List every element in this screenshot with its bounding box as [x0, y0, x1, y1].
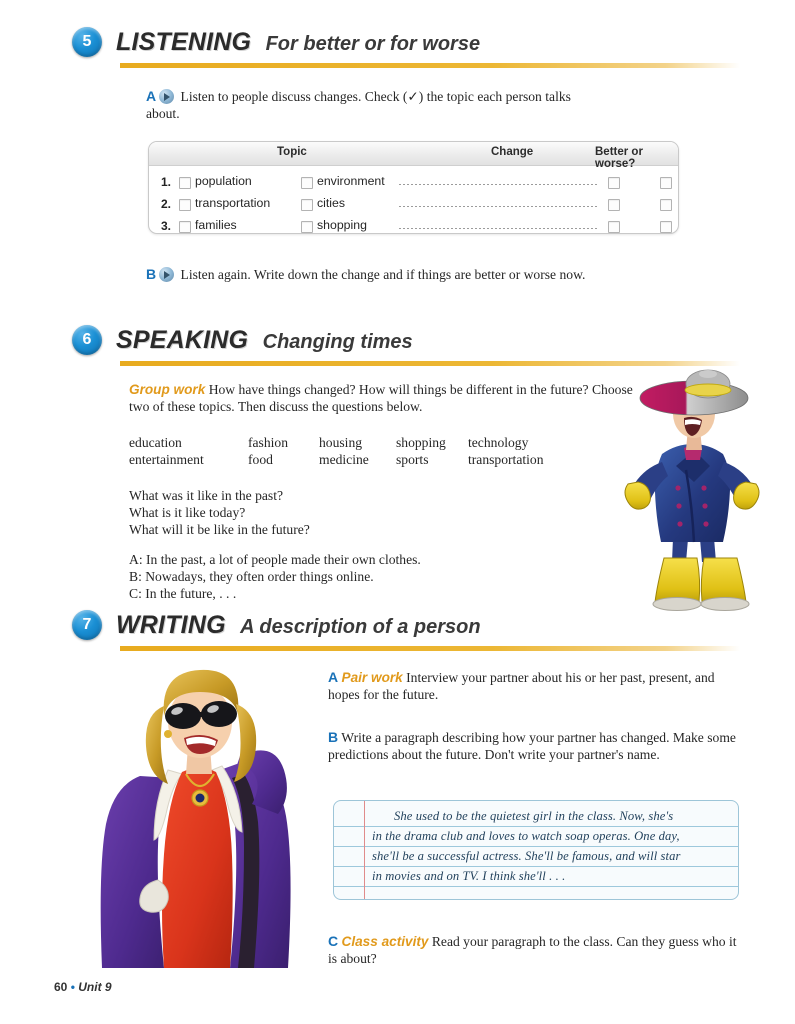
speaking-dialogue: [129, 551, 421, 602]
checkbox-topic-a[interactable]: [179, 177, 191, 189]
dialogue-line: B: Nowadays, they often order things online.: [129, 569, 374, 584]
part-c-instructions: Read your paragraph to the class. Can they guess who it is about?: [328, 934, 737, 966]
section-header-writing: [72, 610, 481, 640]
checkbox-topic-a[interactable]: [179, 199, 191, 211]
part-b-instructions: Write a paragraph describing how your partner has changed. Make some predictions about the future. Don't write your partner's name.: [328, 730, 736, 762]
change-write-in-line[interactable]: [399, 228, 597, 229]
part-b-instructions: Listen again. Write down the change and if things are better or worse now.: [180, 267, 586, 282]
section-rule-writing: [120, 646, 740, 651]
sample-paragraph-line: She used to be the quietest girl in the class. Now, she's: [394, 809, 674, 823]
topic-word: entertainment: [129, 452, 204, 467]
topic-word: fashion: [248, 435, 289, 450]
section-number-badge-5: 5: [72, 27, 102, 57]
listening-part-b: [146, 266, 616, 283]
part-letter-a: A: [146, 88, 157, 104]
topic-option-b-label: cities: [317, 196, 346, 210]
checkbox-better[interactable]: [608, 177, 620, 189]
section-title: For better or for worse: [265, 32, 481, 55]
section-header-listening: [72, 27, 480, 57]
writing-part-a: [328, 669, 738, 703]
part-letter-b: B: [146, 266, 157, 282]
sample-paragraph-line: in movies and on TV. I think she'll . . .: [372, 869, 566, 883]
checkbox-better[interactable]: [608, 221, 620, 233]
part-letter-b: B: [328, 729, 339, 745]
unit-label: Unit 9: [78, 980, 112, 994]
audio-play-icon[interactable]: [159, 267, 174, 282]
page-footer: [54, 980, 112, 994]
row-number: 2.: [161, 197, 172, 211]
topic-word: education: [129, 435, 182, 450]
topic-word: sports: [396, 452, 429, 467]
checkbox-topic-b[interactable]: [301, 221, 313, 233]
speaking-topic-word-grid: [129, 434, 559, 470]
column-header-topic: Topic: [277, 146, 307, 158]
table-row: [149, 173, 678, 193]
dialogue-line: A: In the past, a lot of people made their own clothes.: [129, 552, 421, 567]
group-work-cue: Group work: [129, 382, 206, 397]
rule-line: [334, 826, 738, 827]
topic-word: transportation: [468, 452, 544, 467]
checkbox-worse[interactable]: [660, 199, 672, 211]
topic-word: food: [248, 452, 273, 467]
part-letter-a: A: [328, 669, 339, 685]
topic-word: technology: [468, 435, 529, 450]
checkbox-topic-a[interactable]: [179, 221, 191, 233]
woman-in-sunglasses-illustration: [72, 660, 322, 980]
question-item: What will it be like in the future?: [129, 522, 310, 537]
part-letter-c: C: [328, 933, 339, 949]
writing-part-c: [328, 933, 748, 967]
rule-line: [334, 886, 738, 887]
section-skill-label: WRITING: [116, 610, 226, 639]
row-number: 1.: [161, 175, 172, 189]
column-header-change: Change: [491, 146, 534, 158]
audio-play-icon[interactable]: [159, 89, 174, 104]
topic-option-b-label: shopping: [317, 218, 367, 232]
footer-separator: •: [70, 980, 75, 994]
section-number-badge-7: 7: [72, 610, 102, 640]
topic-option-a-label: population: [195, 174, 252, 188]
checkbox-worse[interactable]: [660, 177, 672, 189]
part-a-instructions: Interview your partner about his or her past, present, and hopes for the future.: [328, 670, 715, 702]
section-skill-label: LISTENING: [116, 27, 252, 56]
question-item: What is it like today?: [129, 505, 246, 520]
topic-word: medicine: [319, 452, 369, 467]
section-title: A description of a person: [240, 615, 481, 638]
section-number-badge-6: 6: [72, 325, 102, 355]
row-number: 3.: [161, 219, 172, 233]
section-header-text: [116, 326, 413, 355]
man-in-wide-brim-hat-illustration: [612, 366, 772, 641]
topic-option-a-label: families: [195, 218, 237, 232]
rule-line: [334, 866, 738, 867]
section-title: Changing times: [262, 330, 413, 353]
checkbox-better[interactable]: [608, 199, 620, 211]
table-body: [149, 166, 678, 233]
topic-option-a-label: transportation: [195, 196, 271, 210]
checkbox-topic-b[interactable]: [301, 199, 313, 211]
section-skill-label: SPEAKING: [116, 325, 249, 354]
class-activity-cue: Class activity: [341, 934, 429, 949]
speaking-questions: [129, 487, 310, 538]
margin-line: [364, 801, 365, 899]
section-header-speaking: [72, 325, 413, 355]
page-number: 60: [54, 980, 68, 994]
pair-work-cue: Pair work: [341, 670, 403, 685]
topic-word: shopping: [396, 435, 446, 450]
speaking-intro: [129, 381, 634, 415]
section-rule-listening: [120, 63, 740, 68]
topic-option-b-label: environment: [317, 174, 385, 188]
change-write-in-line[interactable]: [399, 206, 597, 207]
writing-part-b: [328, 729, 753, 763]
sample-paragraph-box: [333, 800, 739, 900]
sample-paragraph-line: in the drama club and loves to watch soap operas. One day,: [372, 829, 680, 843]
dialogue-line: C: In the future, . . .: [129, 586, 237, 601]
listening-answer-table: [148, 141, 679, 234]
section-header-text: [116, 611, 481, 640]
speaking-intro-text: How have things changed? How will things be different in the future? Choose two of these topics. Then discuss the questions below.: [129, 382, 633, 414]
topic-word: housing: [319, 435, 363, 450]
table-header-row: [149, 142, 678, 170]
checkbox-worse[interactable]: [660, 221, 672, 233]
part-a-instructions: Listen to people discuss changes. Check (✓) the topic each person talks about.: [146, 89, 571, 121]
table-row: [149, 217, 678, 234]
section-header-text: [116, 28, 480, 57]
rule-line: [334, 846, 738, 847]
listening-part-a: [146, 88, 576, 122]
sample-paragraph-line: she'll be a successful actress. She'll be famous, and will star: [372, 849, 681, 863]
checkbox-topic-b[interactable]: [301, 177, 313, 189]
table-row: [149, 195, 678, 215]
question-item: What was it like in the past?: [129, 488, 284, 503]
column-header-better-or-worse: Better or worse?: [595, 146, 643, 170]
change-write-in-line[interactable]: [399, 184, 597, 185]
